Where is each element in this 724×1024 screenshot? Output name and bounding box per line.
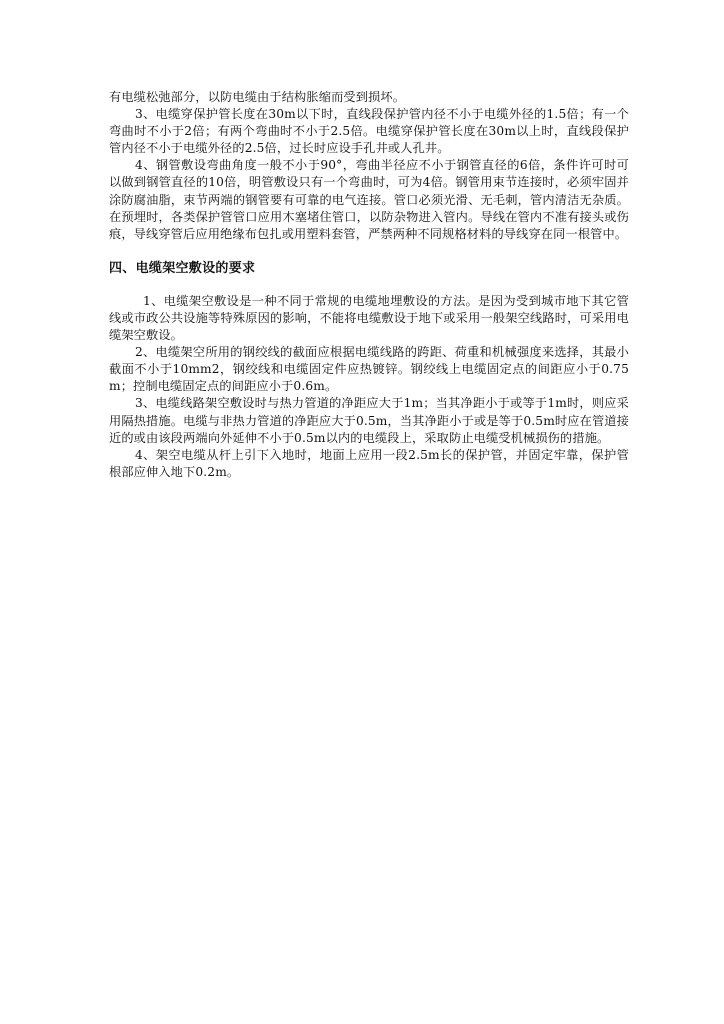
- section-heading-overhead-cable: 四、电缆架空敷设的要求: [109, 260, 256, 276]
- paragraph-cable-slack: 有电缆松弛部分，以防电缆由于结构胀缩而受到损坏。: [109, 90, 406, 104]
- paragraph-pole-descent-protection: 4、架空电缆从杆上引下入地时，地面上应用一段2.5m长的保护管，并固定牢靠，保护管根部应伸入地下0.2m。: [109, 447, 629, 479]
- paragraph-steel-pipe-bending: 4、钢管敷设弯曲角度一般不小于90°，弯曲半径应不小于钢管直径的6倍，条件许可时可以做到钢管直径的10倍，明管敷设只有一个弯曲时，可为4倍。钢管用束节连接时，必须牢固并涂防腐油脂，束节两端的钢管要有可靠的电气连接。管口必须光滑、无毛刺，管内清洁无杂质。在预埋时，各类保护管管口应用木塞堵住管口，以防杂物进入管内。导线在管内不准有接头或伤痕，导线穿管后应用绝缘布包扎或用塑料套管，严禁两种不同规格材料的导线穿在同一根管中。: [109, 158, 629, 241]
- paragraph-protection-pipe-length: 3、电缆穿保护管长度在30m以下时，直线段保护管内径不小于电缆外径的1.5倍；有一个弯曲时不小于2倍；有两个弯曲时不小于2.5倍。电缆穿保护管长度在30m以上时，直线段保护管内径不小于电缆外径的2.5倍，过长时应设手孔井或人孔井。: [109, 107, 629, 156]
- paragraph-overhead-definition: 1、电缆架空敷设是一种不同于常规的电缆地埋敷设的方法。是因为受到城市地下其它管线或市政公共设施等特殊原因的影响，不能将电缆敷设于地下或采用一般架空线路时，可采用电缆架空敷设。: [109, 293, 629, 343]
- paragraph-thermal-pipe-clearance: 3、电缆线路架空敷设时与热力管道的净距应大于1m；当其净距小于或等于1m时，则应采用隔热措施。电缆与非热力管道的净距应大于0.5m，当其净距小于或是等于0.5m时应在管道接近的或由该段两端向外延伸不小于0.5m以内的电缆段上，采取防止电缆受机械损伤的措施。: [109, 396, 629, 445]
- document-body: [109, 89, 629, 481]
- paragraph-steel-strand-section: 2、电缆架空所用的钢绞线的截面应根据电缆线路的跨距、荷重和机械强度来选择，其最小截面不小于10mm2，钢绞线和电缆固定件应热镀锌。钢绞线上电缆固定点的间距应小于0.75m；控制电缆固定点的间距应小于0.6m。: [109, 345, 629, 394]
